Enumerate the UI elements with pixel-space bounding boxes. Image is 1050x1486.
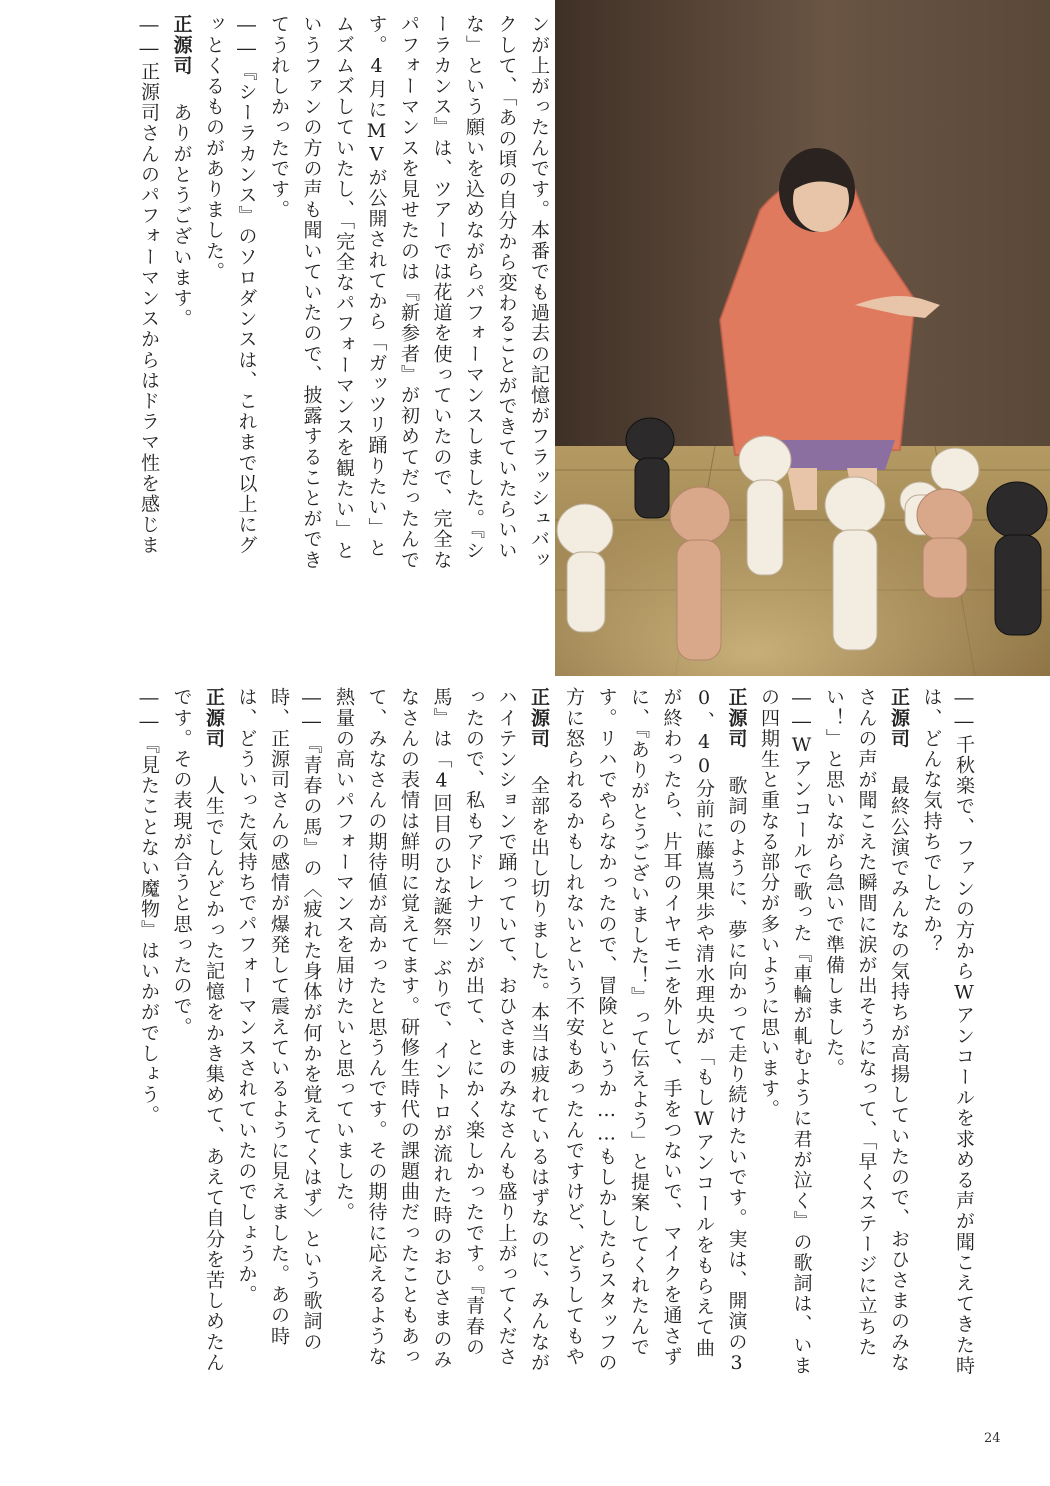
paragraph xyxy=(818,687,916,1377)
answer-text: 人生でしんどかった記憶をかき集めて、あえて自分を苦しめたんです。その表現が合うと思ったので。 xyxy=(170,687,225,1373)
article-column-top-left xyxy=(130,14,555,574)
paragraph xyxy=(130,14,165,574)
paragraph xyxy=(130,687,133,1377)
answer-text: 歌詞のように、夢に向かって走り続けたいです。実は、開演の30、40分前に藤嶌果歩や清水理央が「もしWアンコールをもらえて曲が終わったら、片耳のイヤモニを外して、手をつないで、マイクを通さずに、『ありがとうございました！』って伝えよう」と提案してくれたんです。リハでやらなかったので、冒険というか……もしかしたらスタッフの方に怒られるかもしれないという不安もあったんですけど、どうしてもや xyxy=(563,687,748,1376)
paragraph xyxy=(915,687,980,1377)
speaker-label: 正源司 xyxy=(725,687,748,749)
question-text: ――千秋楽で、ファンの方からWアンコールを求める声が聞こえてきた時は、どんな気持ちでしたか？ xyxy=(920,687,975,1376)
answer-text: 全部を出し切りました。本当は疲れているはずなのに、みんながハイテンションで踊っていて、おひさまのみなさんも盛り上がってくださったので、私もアドレナリンが出て、とにかく楽しかったです。『青春の馬』は「4回目のひな誕祭」ぶりで、イントロが流れた時のおひさまのみなさんの表情は鮮明に覚えてます。研修生時代の課題曲だったこともあって、みなさんの期待値が高かったと思うんです。その期待に応えるような熱量の高いパフォーマンスを届けたいと思っていました。 xyxy=(333,687,550,1373)
paragraph xyxy=(198,14,263,574)
paragraph xyxy=(753,687,818,1377)
page-number: 24 xyxy=(984,1431,1001,1446)
paragraph xyxy=(165,687,230,1377)
paragraph xyxy=(328,687,556,1377)
paragraph xyxy=(263,14,556,574)
paragraph xyxy=(230,687,328,1377)
question-text: ――正源司さんのパフォーマンスからはドラマ性を感じま xyxy=(138,14,160,556)
speaker-label: 正源司 xyxy=(528,687,550,749)
speaker-label: 正源司 xyxy=(888,687,910,749)
speaker-label: 正源司 xyxy=(170,14,193,76)
feature-photo xyxy=(555,0,1050,676)
answer-text: ありがとうございます。 xyxy=(170,102,193,330)
article-column-bottom-left xyxy=(130,687,555,1377)
article-column-bottom-right xyxy=(560,687,980,1377)
answer-text: 最終公演でみんなの気持ちが高揚していたので、おひさまのみなさんの声が聞こえた瞬間に涙が出そうになって、「早くステージに立ちたい！」と思いながら急いで準備しました。 xyxy=(823,687,910,1373)
question-text: ――Wアンコールで歌った『車輪が軋むように君が泣く』の歌詞は、いまの四期生と重なる部分が多いように思います。 xyxy=(758,687,813,1376)
question-text: ――『シーラカンス』のソロダンスは、これまで以上にグッとくるものがありました。 xyxy=(203,14,258,556)
paragraph xyxy=(133,687,166,1377)
question-text: ――『青春の馬』の〈疲れた身体が何かを覚えてくはず〉という歌詞の時、正源司さんの感情が爆発して震えているように見えました。あの時は、どういった気持ちでパフォーマンスされていたのでしょうか。 xyxy=(235,687,323,1353)
speaker-label: 正源司 xyxy=(203,687,225,749)
question-text: ンが上がったんです。本番でも過去の記憶がフラッシュバックして、「あの頃の自分から変わることができていたらいいな」という願いを込めながらパフォーマンスしました。『シーラカンス』は、ツアーでは花道を使っていたので、完全なパフォーマンスを見せたのは『新参者』が初めてだったんです。4月にMVが公開されてから「ガッツリ踊りたい」とムズムズしていたし、「完全なパフォーマンスを観たい」というファンの方の声も聞いていたので、披露することができてうれしかったです。 xyxy=(268,14,550,571)
question-text: ――『見たことない魔物』はいかがでしょう。 xyxy=(138,687,160,1126)
paragraph xyxy=(560,687,753,1377)
paragraph xyxy=(165,14,198,574)
